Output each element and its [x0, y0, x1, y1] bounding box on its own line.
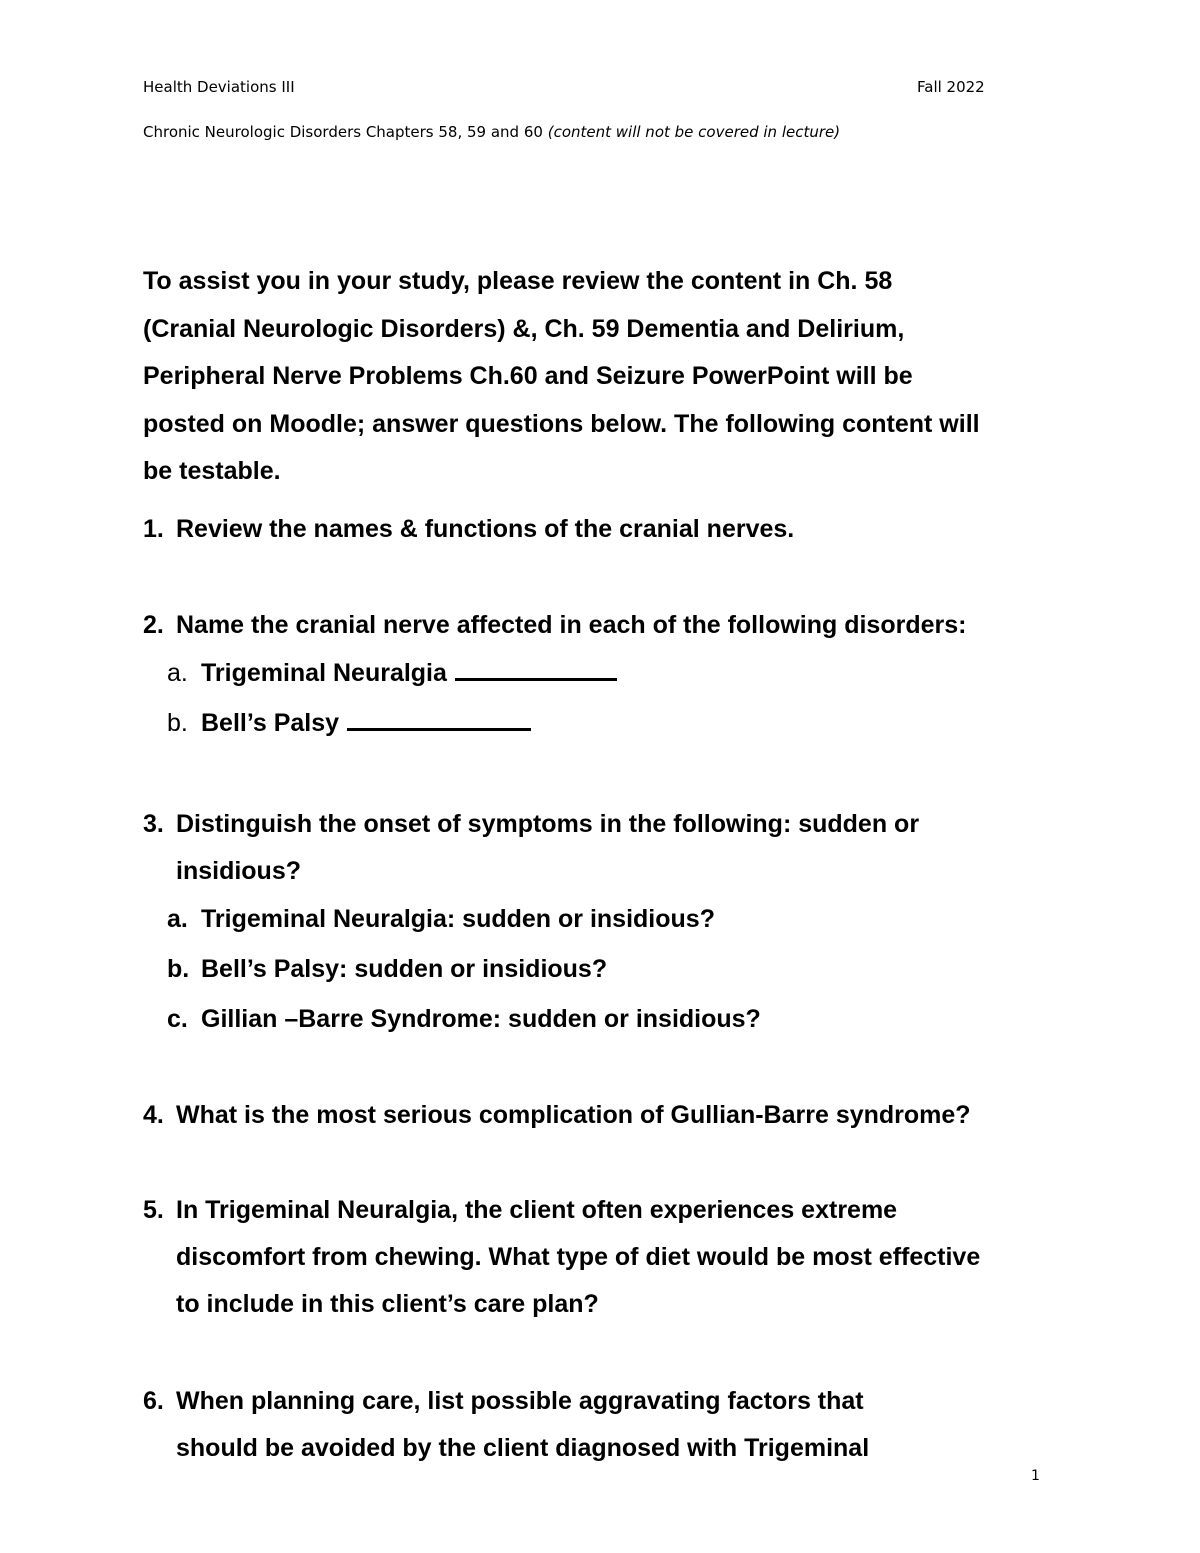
- answer-blank[interactable]: [455, 656, 617, 681]
- question-1: [143, 506, 794, 554]
- question-text: should be avoided by the client diagnosed with Trigeminal: [176, 1434, 870, 1462]
- question-text: insidious?: [176, 857, 301, 885]
- item-letter: b.: [167, 709, 188, 737]
- question-3: [143, 801, 919, 849]
- page-number: 1: [1031, 1468, 1040, 1484]
- question-number: 3.: [143, 810, 164, 838]
- question-5-continued: [176, 1281, 599, 1329]
- question-6-continued: [176, 1425, 869, 1473]
- question-2-item-b: [167, 700, 531, 748]
- question-text: to include in this client’s care plan?: [176, 1290, 599, 1318]
- answer-blank[interactable]: [347, 706, 531, 731]
- subtitle-note: (content will not be covered in lecture): [547, 123, 841, 141]
- document-body: [143, 258, 1073, 1462]
- item-letter: a.: [167, 905, 188, 933]
- question-text: Review the names & functions of the cranial nerves.: [176, 515, 795, 543]
- question-number: 2.: [143, 611, 164, 639]
- question-number: 4.: [143, 1101, 164, 1129]
- question-3-item-b: [167, 946, 607, 994]
- question-text: discomfort from chewing. What type of diet would be most effective: [176, 1243, 981, 1271]
- question-text: In Trigeminal Neuralgia, the client often experiences extreme: [176, 1196, 898, 1224]
- question-text: Distinguish the onset of symptoms in the following: sudden or: [176, 810, 920, 838]
- intro-line: Peripheral Nerve Problems Ch.60 and Seizure PowerPoint will be: [143, 362, 913, 390]
- question-2: [143, 602, 966, 650]
- question-number: 5.: [143, 1196, 164, 1224]
- item-text: Gillian –Barre Syndrome: sudden or insidious?: [201, 1005, 761, 1033]
- question-3-item-a: [167, 896, 715, 944]
- question-3-item-c: [167, 996, 761, 1044]
- header-course: Health Deviations III: [143, 78, 295, 96]
- question-text: When planning care, list possible aggravating factors that: [176, 1387, 864, 1415]
- header-term: Fall 2022: [917, 78, 985, 96]
- question-5: [143, 1187, 897, 1235]
- item-text: Trigeminal Neuralgia: sudden or insidious?: [201, 905, 715, 933]
- question-text: Name the cranial nerve affected in each of the following disorders:: [176, 611, 967, 639]
- question-6: [143, 1378, 864, 1426]
- question-number: 6.: [143, 1387, 164, 1415]
- intro-line: (Cranial Neurologic Disorders) &, Ch. 59 Dementia and Delirium,: [143, 314, 905, 343]
- header-subtitle: [143, 123, 840, 141]
- item-text: Bell’s Palsy: sudden or insidious?: [201, 955, 608, 983]
- question-5-continued: [176, 1234, 980, 1282]
- intro-line: To assist you in your study, please review the content in Ch. 58: [143, 267, 893, 295]
- item-letter: c.: [167, 1005, 188, 1033]
- intro-line: be testable.: [143, 457, 281, 485]
- item-letter: b.: [167, 955, 190, 983]
- intro-paragraph: [143, 258, 1073, 496]
- question-2-item-a: [167, 650, 617, 698]
- question-4: [143, 1092, 971, 1140]
- intro-line: posted on Moodle; answer questions below. The following content will: [143, 409, 980, 438]
- item-letter: a.: [167, 659, 188, 687]
- item-text: Trigeminal Neuralgia: [201, 659, 447, 687]
- question-text: What is the most serious complication of Gullian-Barre syndrome?: [176, 1101, 971, 1129]
- question-3-continued: [176, 848, 301, 896]
- subtitle-main: Chronic Neurologic Disorders Chapters 58, 59 and 60: [143, 123, 543, 141]
- item-text: Bell’s Palsy: [201, 709, 340, 737]
- question-number: 1.: [143, 515, 164, 543]
